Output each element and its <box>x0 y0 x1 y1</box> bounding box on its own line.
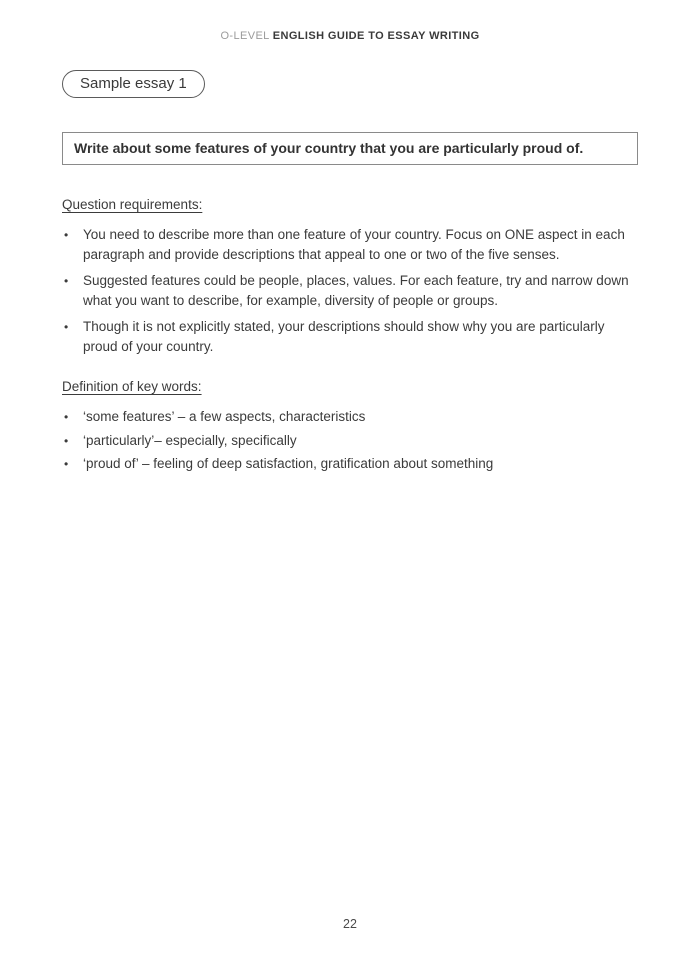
header-series-label: O-LEVEL <box>220 30 273 42</box>
list-item <box>62 225 638 265</box>
bullet-text: You need to describe more than one feature of your country. Focus on ONE aspect in each paragraph and provide descriptions that appeal to one or two of the five senses. <box>83 227 625 262</box>
list-item <box>62 317 638 357</box>
bullet-icon: • <box>64 274 69 288</box>
bullet-text: ‘particularly’– especially, specifically <box>83 432 297 448</box>
question-requirements-heading: Question requirements: <box>62 197 203 212</box>
definitions-heading: Definition of key words: <box>62 379 202 394</box>
essay-prompt-text: Write about some features of your country that you are particularly proud of. <box>74 140 584 156</box>
list-item <box>62 271 638 311</box>
bullet-text: ‘proud of’ – feeling of deep satisfaction, gratification about something <box>83 456 494 471</box>
definitions-list <box>62 407 638 474</box>
list-item <box>62 431 638 451</box>
bullet-icon: • <box>64 410 69 424</box>
sample-essay-badge: Sample essay 1 <box>62 70 205 98</box>
page-content <box>0 0 700 474</box>
header-book-title: ENGLISH GUIDE TO ESSAY WRITING <box>272 30 480 42</box>
sample-badge-row <box>62 42 638 98</box>
list-item <box>62 407 638 427</box>
running-header <box>62 0 638 42</box>
bullet-icon: • <box>64 433 69 448</box>
list-item <box>62 454 638 474</box>
essay-prompt-box <box>62 132 638 165</box>
bullet-icon: • <box>64 457 69 471</box>
bullet-icon: • <box>64 228 69 242</box>
bullet-text: Suggested features could be people, places, values. For each feature, try and narrow down what you want to describe, for example, diversity of people or groups. <box>83 273 629 308</box>
bullet-text: Though it is not explicitly stated, your descriptions should show why you are particularly proud of your country. <box>83 319 605 354</box>
bullet-icon: • <box>64 320 69 334</box>
page-number: 22 <box>343 917 357 931</box>
question-requirements-list <box>62 225 638 357</box>
bullet-text: ‘some features’ – a few aspects, characteristics <box>83 409 366 424</box>
